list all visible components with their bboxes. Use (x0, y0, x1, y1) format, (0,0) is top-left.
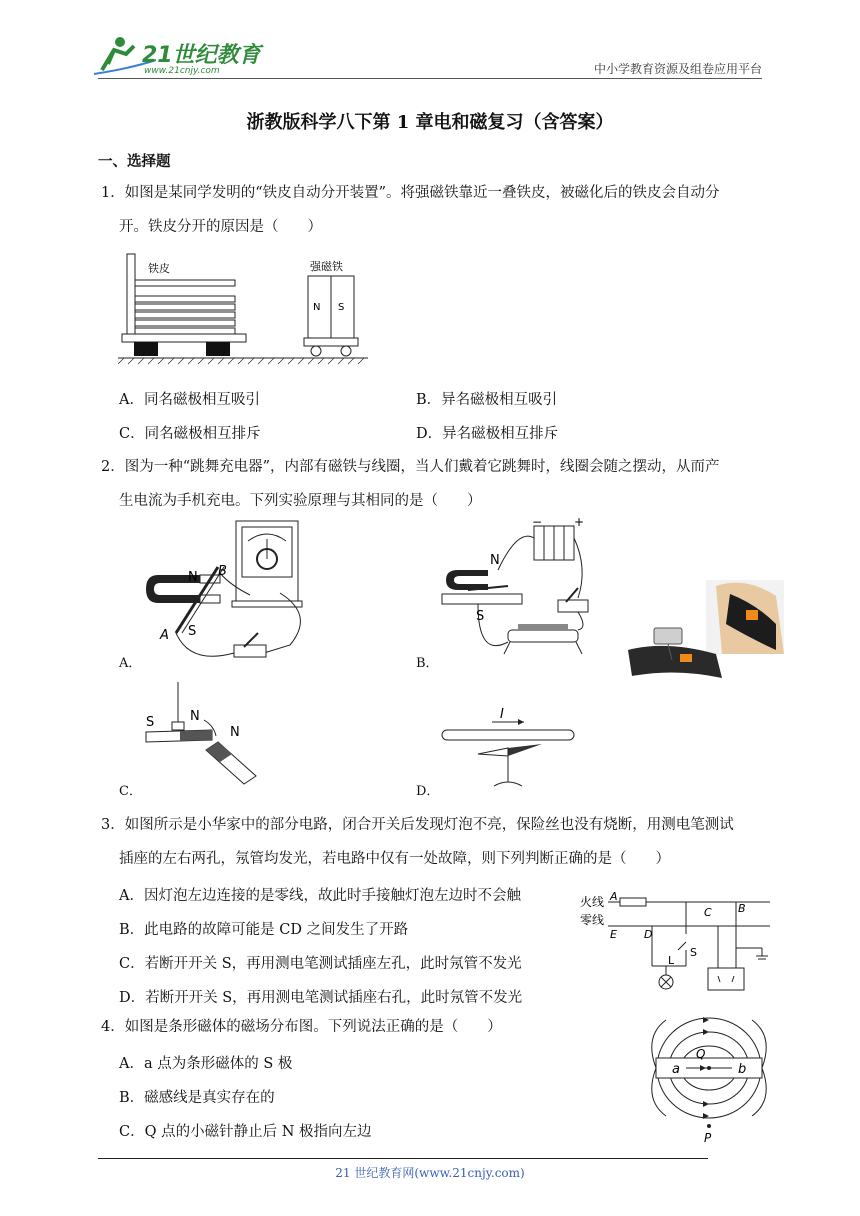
fig-c-label-n2: N (230, 725, 240, 740)
q3-option-d[interactable]: D．若断开开关 S，再用测电笔测试插座右孔，此时氖管不发光 (119, 990, 523, 1006)
q1-option-c[interactable]: C．同名磁极相互排斥 (119, 426, 261, 442)
q4-option-c[interactable]: C．Q 点的小磁针静止后 N 极指向左边 (119, 1124, 372, 1140)
q1-option-d[interactable]: D．异名磁极相互排斥 (416, 426, 559, 442)
field-label-p: P (704, 1131, 712, 1145)
q2-label-a[interactable]: A． (119, 656, 142, 671)
question-1-line2: 开。铁皮分开的原因是（ ） (119, 219, 322, 235)
figure-q2-b (438, 518, 598, 670)
q4-option-a[interactable]: A．a 点为条形磁体的 S 极 (119, 1056, 293, 1072)
figure-q2-d (438, 700, 578, 794)
dancing-charger-photo (626, 580, 784, 684)
label-magnet: 强磁铁 (310, 260, 343, 273)
circuit-label-d: D (644, 928, 653, 941)
figure-q2-c (140, 680, 260, 794)
question-3-line2: 插座的左右两孔，氖管均发光，若电路中仅有一处故障，则下列判断正确的是（ ） (119, 851, 670, 867)
figure-q3-circuit (574, 886, 770, 996)
generator-experiment-diagram (140, 515, 320, 665)
header-right-text: 中小学教育资源及组卷应用平台 (593, 62, 762, 76)
fig-c-label-n1: N (190, 709, 200, 724)
q3-option-b[interactable]: B．此电路的故障可能是 CD 之间发生了开路 (119, 922, 409, 938)
fig-a-label-s: S (188, 624, 197, 639)
question-2-line2: 生电流为手机充电。下列实验原理与其相同的是（ ） (119, 493, 482, 509)
label-neutral-wire: 零线 (580, 913, 605, 927)
question-4-line1: 4．如图是条形磁体的磁场分布图。下列说法正确的是（ ） (101, 1019, 502, 1035)
q2-label-d[interactable]: D． (416, 784, 440, 799)
fig-c-label-s: S (146, 715, 155, 730)
logo-url: www.21cnjy.com (144, 66, 220, 76)
section-heading: 一、选择题 (98, 153, 171, 170)
circuit-label-a: A (610, 890, 618, 903)
q1-option-a[interactable]: A．同名磁极相互吸引 (119, 392, 260, 408)
bar-magnet-field-diagram (646, 1006, 772, 1146)
fig-a-label-b: B (218, 564, 227, 579)
question-3-line1: 3．如图所示是小华家中的部分电路，闭合开关后发现灯泡不亮，保险丝也没有烧断，用测电笔测试 (101, 817, 734, 833)
figure-q4-magnet-field (646, 1006, 772, 1150)
fig-b-label-n: N (490, 553, 500, 568)
q2-label-b[interactable]: B． (416, 656, 439, 671)
fig-a-label-a: A (160, 628, 169, 643)
q2-label-c[interactable]: C． (119, 784, 142, 799)
circuit-label-e: E (610, 928, 617, 941)
fig-d-label-i: I (500, 707, 504, 722)
q4-option-b[interactable]: B．磁感线是真实存在的 (119, 1090, 275, 1106)
magnetized-needle-diagram (140, 680, 260, 790)
armband-charger-image (626, 580, 784, 684)
footer-text[interactable]: 21 世纪教育网(www.21cnjy.com) (335, 1166, 525, 1180)
circuit-label-c: C (704, 906, 712, 919)
current-wire-needle-diagram (438, 700, 578, 790)
header-rule (98, 78, 762, 79)
label-pole-n: N (313, 302, 321, 313)
fig-b-label-minus: − (532, 518, 543, 529)
question-1-line1: 1．如图是某同学发明的“铁皮自动分开装置”。将强磁铁靠近一叠铁皮，被磁化后的铁皮会自动分 (101, 185, 720, 201)
fig-a-label-n: N (188, 570, 198, 585)
field-label-q: Q (696, 1047, 706, 1061)
circuit-label-s: S (690, 946, 697, 959)
footer-rule (98, 1158, 708, 1159)
logo-text: 21世纪教育 (142, 43, 261, 68)
circuit-label-l: L (668, 954, 675, 967)
q1-option-b[interactable]: B．异名磁极相互吸引 (416, 392, 558, 408)
fig-b-label-s: S (476, 609, 485, 624)
household-circuit-diagram (574, 886, 770, 992)
field-label-b: b (738, 1062, 747, 1077)
header-logo (92, 30, 262, 80)
q3-option-a[interactable]: A．因灯泡左边连接的是零线，故此时手接触灯泡左边时不会触 (119, 888, 521, 904)
field-label-a: a (672, 1062, 680, 1077)
label-live-wire: 火线 (580, 895, 605, 909)
label-pole-s: S (338, 302, 345, 313)
q3-option-c[interactable]: C．若断开开关 S，再用测电笔测试插座左孔，此时氖管不发光 (119, 956, 522, 972)
question-2-line1: 2．图为一种“跳舞充电器”，内部有磁铁与线圈，当人们戴着它跳舞时，线圈会随之摆动，从而产 (101, 459, 720, 475)
figure-iron-separator (118, 248, 368, 377)
fig-b-label-plus: + (574, 518, 585, 529)
document-title: 浙教版科学八下第 1 章电和磁复习（含答案） (246, 112, 614, 133)
motor-experiment-diagram (438, 518, 598, 666)
figure-q2-a (140, 515, 320, 669)
circuit-label-b: B (738, 902, 746, 915)
iron-separator-diagram (118, 248, 368, 373)
label-iron: 铁皮 (148, 262, 170, 275)
